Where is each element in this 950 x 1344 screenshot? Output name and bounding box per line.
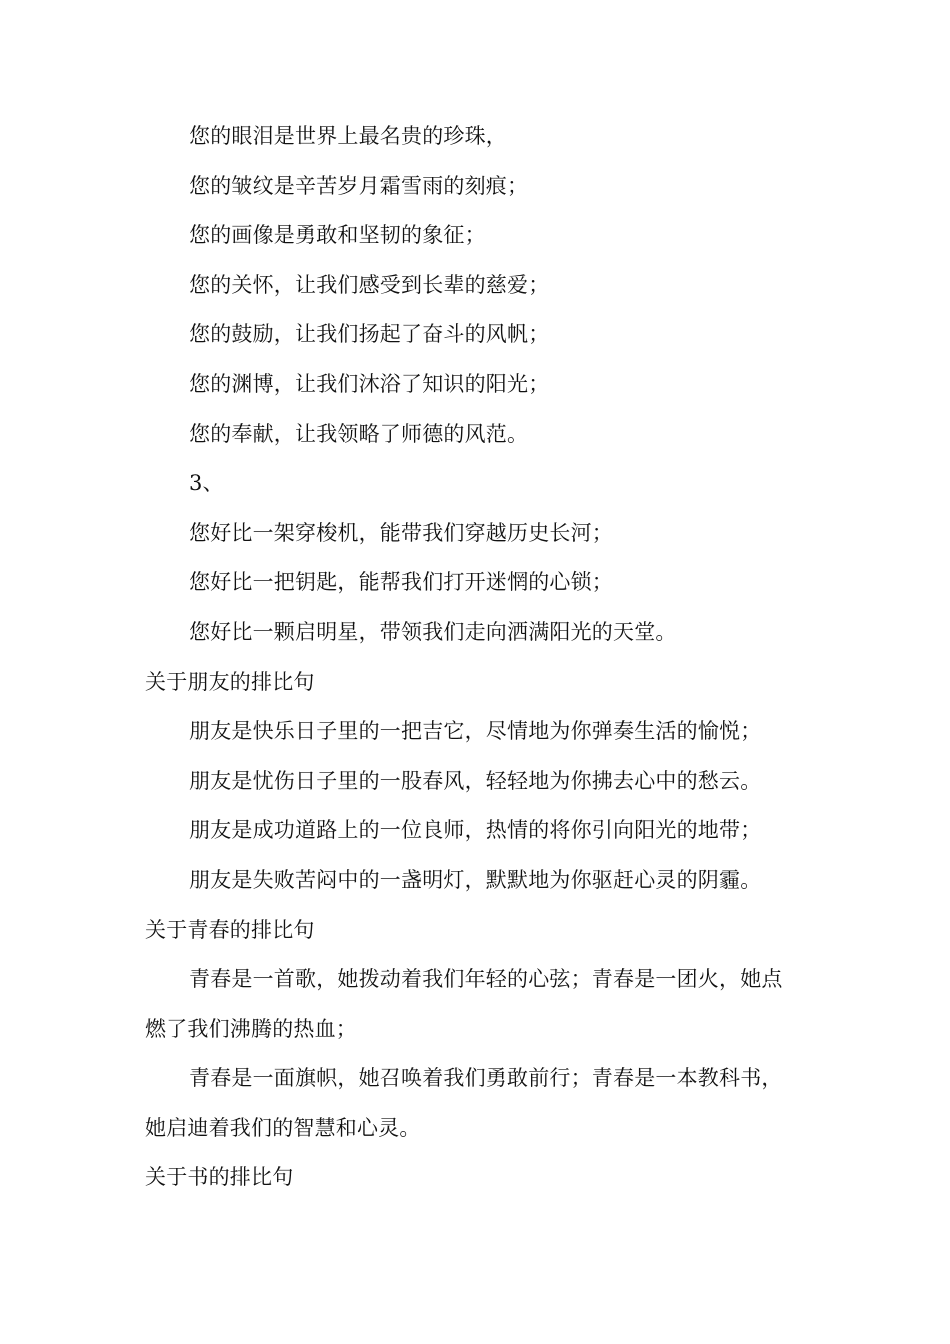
paragraph-line: 朋友是成功道路上的一位良师，热情的将你引向阳光的地带； (189, 818, 762, 843)
list-number: 3、 (189, 471, 224, 496)
paragraph-line: 您好比一把钥匙，能帮我们打开迷惘的心锁； (189, 570, 613, 595)
paragraph-line: 朋友是快乐日子里的一把吉它，尽情地为你弹奏生活的愉悦； (189, 719, 762, 744)
paragraph-line: 您的眼泪是世界上最名贵的珍珠， (189, 124, 507, 148)
paragraph-line: 青春是一面旗帜，她召唤着我们勇敢前行；青春是一本教科书， (189, 1066, 783, 1091)
paragraph-line-continuation: 燃了我们沸腾的热血； (145, 1016, 357, 1041)
paragraph-line: 您的鼓励，让我们扬起了奋斗的风帆； (189, 322, 550, 347)
section-heading-youth: 关于青春的排比句 (145, 917, 315, 942)
section-heading-friends: 关于朋友的排比句 (145, 669, 315, 694)
paragraph-line: 朋友是忧伤日子里的一股春风，轻轻地为你拂去心中的愁云。 (189, 768, 762, 793)
paragraph-line-continuation: 她启迪着我们的智慧和心灵。 (145, 1115, 421, 1140)
paragraph-line: 您的渊博，让我们沐浴了知识的阳光； (189, 371, 550, 396)
document-body (145, 112, 810, 1203)
paragraph-line: 您好比一架穿梭机，能带我们穿越历史长河； (189, 520, 613, 545)
paragraph-line: 您的关怀，让我们感受到长辈的慈爱； (189, 272, 550, 297)
section-heading-books: 关于书的排比句 (145, 1165, 294, 1190)
paragraph-line: 您的皱纹是辛苦岁月霜雪雨的刻痕； (189, 173, 529, 198)
paragraph-line: 青春是一首歌，她拨动着我们年轻的心弦；青春是一团火，她点 (189, 967, 783, 992)
paragraph-line: 您的画像是勇敢和坚韧的象征； (189, 223, 486, 248)
paragraph-line: 您好比一颗启明星，带领我们走向洒满阳光的天堂。 (189, 619, 677, 644)
paragraph-line: 朋友是失败苦闷中的一盏明灯，默默地为你驱赶心灵的阴霾。 (189, 867, 762, 892)
paragraph-line: 您的奉献，让我领略了师德的风范。 (189, 421, 529, 446)
